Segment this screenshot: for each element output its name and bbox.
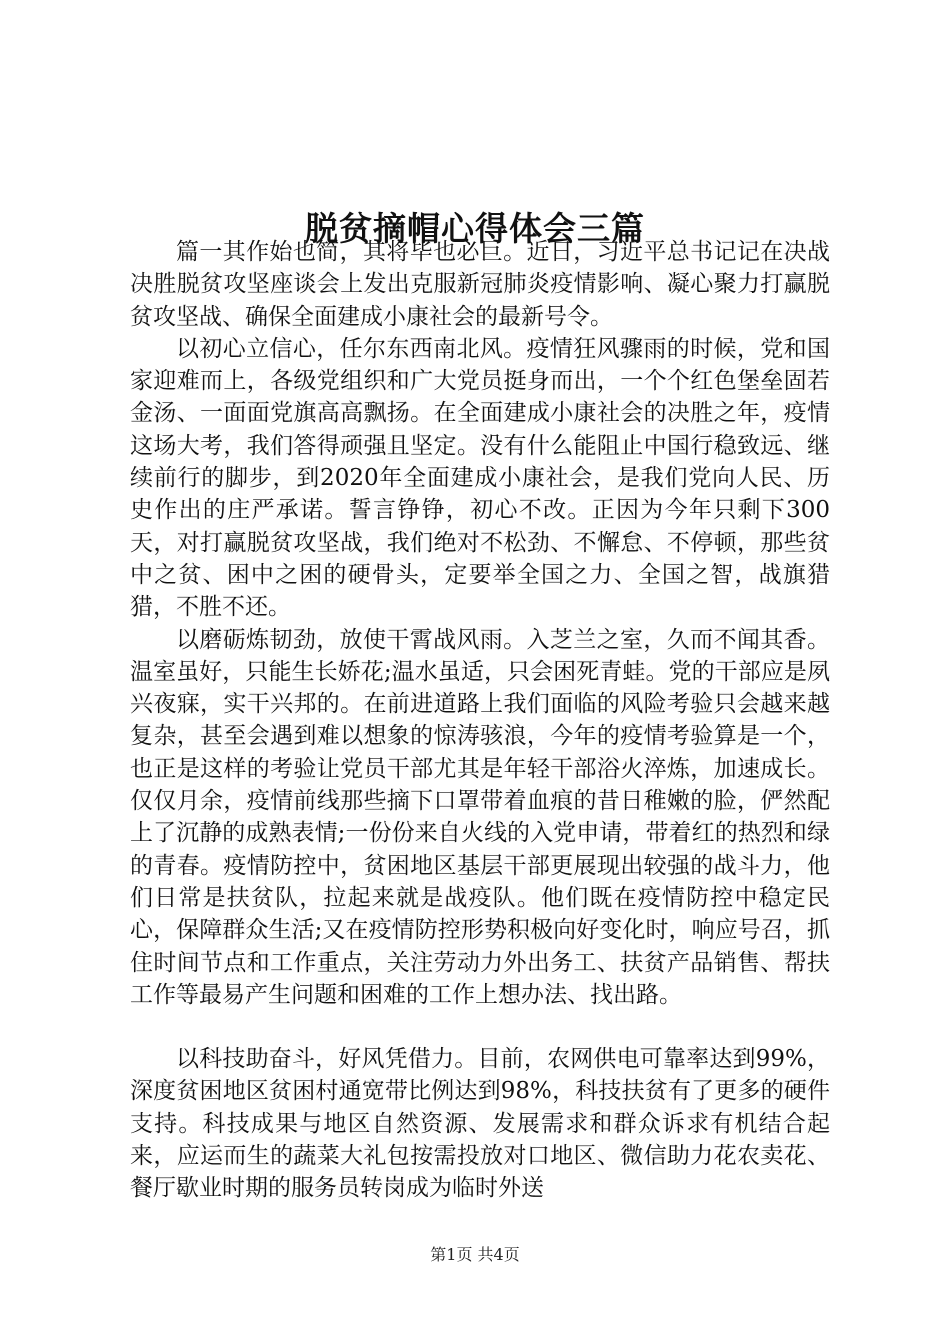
paragraph-1: 篇一其作始也简，其将毕也必巨。近日，习近平总书记记在决战决胜脱贫攻坚座谈会上发出克服新冠肺炎疫情影响、凝心聚力打赢脱贫攻坚战、确保全面建成小康社会的最新号令。 bbox=[130, 239, 830, 330]
paragraph-4: 以科技助奋斗，好风凭借力。目前，农网供电可靠率达到99%，深度贫困地区贫困村通宽带比例达到98%，科技扶贫有了更多的硬件支持。科技成果与地区自然资源、发展需求和群众诉求有机结合起来，应运而生的蔬菜大礼包按需投放对口地区、微信助力花农卖花、餐厅歇业时期的服务员转岗成为临时外送 bbox=[130, 1046, 830, 1202]
page-footer: 第1页 共4页 bbox=[430, 1245, 520, 1264]
document-body bbox=[130, 236, 830, 1205]
paragraph-2: 以初心立信心，任尔东西南北风。疫情狂风骤雨的时候，党和国家迎难而上，各级党组织和广大党员挺身而出，一个个红色堡垒固若金汤、一面面党旗高高飘扬。在全面建成小康社会的决胜之年，疫情这场大考，我们答得顽强且坚定。没有什么能阻止中国行稳致远、继续前行的脚步，到2020年全面建成小康社会，是我们党向人民、历史作出的庄严承诺。誓言铮铮，初心不改。正因为今年只剩下300天，对打赢脱贫攻坚战，我们绝对不松劲、不懈怠、不停顿，那些贫中之贫、困中之困的硬骨头，定要举全国之力、全国之智，战旗猎猎，不胜不还。 bbox=[130, 335, 830, 621]
paragraph-3: 以磨砺炼韧劲，放使干霄战风雨。入芝兰之室，久而不闻其香。温室虽好，只能生长娇花;温水虽适，只会困死青蛙。党的干部应是夙兴夜寐，实干兴邦的。在前进道路上我们面临的风险考验只会越来越复杂，甚至会遇到难以想象的惊涛骇浪，今年的疫情考验算是一个，也正是这样的考验让党员干部尤其是年轻干部浴火淬炼，加速成长。仅仅月余，疫情前线那些摘下口罩带着血痕的昔日稚嫩的脸，俨然配上了沉静的成熟表情;一份份来自火线的入党申请，带着红的热烈和绿的青春。疫情防控中，贫困地区基层干部更展现出较强的战斗力，他们日常是扶贫队，拉起来就是战疫队。他们既在疫情防控中稳定民心，保障群众生活;又在疫情防控形势积极向好变化时，响应号召，抓住时间节点和工作重点，关注劳动力外出务工、扶贫产品销售、帮扶工作等最易产生问题和困难的工作上想办法、找出路。 bbox=[130, 626, 830, 1008]
document-title: 脱贫摘帽心得体会三篇 bbox=[305, 209, 645, 249]
